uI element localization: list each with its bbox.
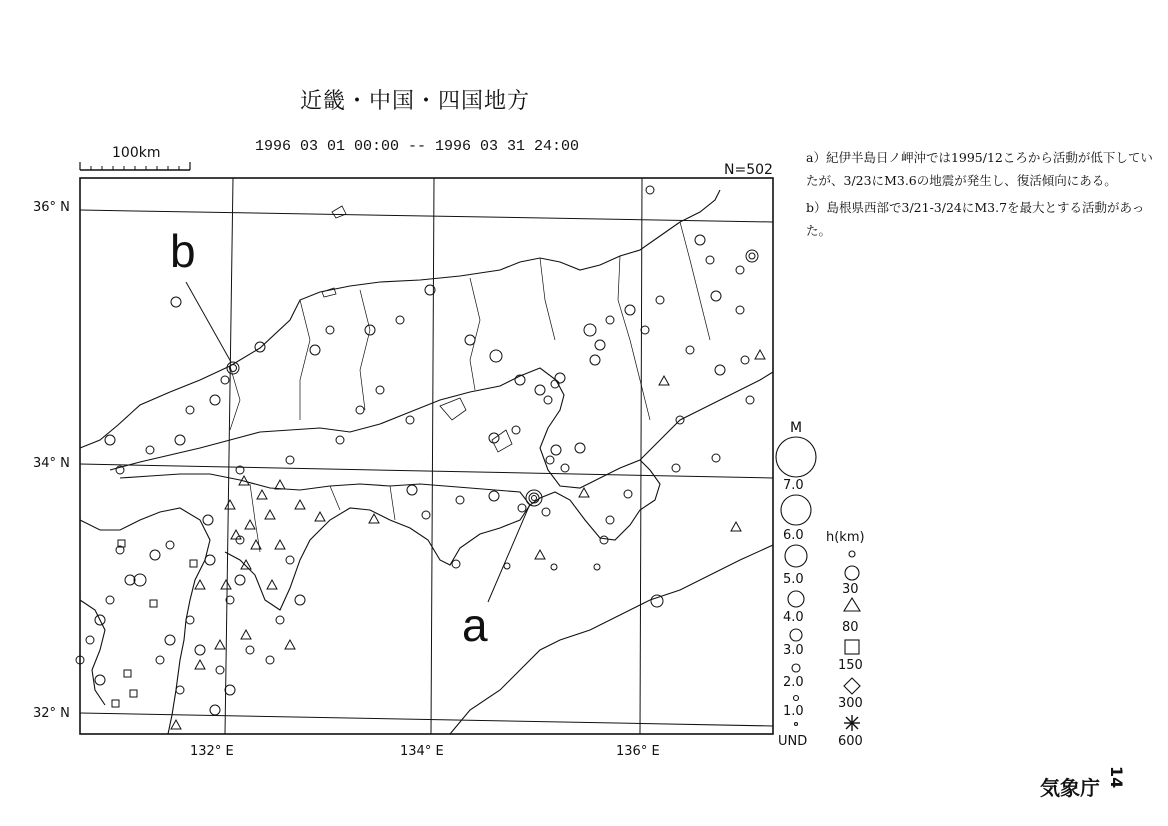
legend-m-10: 1.0 — [783, 704, 804, 719]
legend-h-300: 300 — [838, 696, 863, 711]
scale-label: 100km — [112, 145, 161, 161]
leader-a — [488, 504, 530, 602]
notes-panel — [806, 146, 1156, 246]
legend-m-30: 3.0 — [783, 643, 804, 658]
lat-label-32: 32° N — [33, 706, 70, 721]
legend-m-60: 6.0 — [783, 528, 804, 543]
lon-label-132: 132° E — [190, 744, 234, 759]
lat-label-34: 34° N — [33, 456, 70, 471]
note-b: b）島根県西部で3/21-3/24にM3.7を最大とする活動があった。 — [806, 200, 1145, 238]
legend-h-150: 150 — [838, 658, 863, 673]
legend-m-70: 7.0 — [783, 478, 804, 493]
legend-h-80: 80 — [842, 620, 859, 635]
legend-h-30: 30 — [842, 582, 859, 597]
intermediate-events — [171, 350, 765, 729]
event-count: N=502 — [724, 162, 773, 178]
page-number: 14 — [1107, 766, 1126, 789]
leader-b — [186, 282, 231, 362]
legend-m-und: UND — [778, 734, 808, 749]
map-title: 近畿・中国・四国地方 — [300, 89, 531, 114]
legend-h-600: 600 — [838, 734, 863, 749]
prefecture-borders — [230, 222, 710, 552]
period-range: 1996 03 01 00:00 -- 1996 03 31 24:00 — [255, 138, 580, 155]
annotation-a: a — [462, 599, 488, 651]
legend-m-20: 2.0 — [783, 675, 804, 690]
lat-label-36: 36° N — [33, 200, 70, 215]
legend-h-title: h(km) — [826, 530, 865, 545]
annotation-b: b — [170, 225, 196, 277]
legend-m-50: 5.0 — [783, 572, 804, 587]
agency-name: 気象庁 — [1040, 776, 1100, 800]
islands — [322, 206, 512, 452]
lon-label-136: 136° E — [616, 744, 660, 759]
lon-label-134: 134° E — [400, 744, 444, 759]
deep-events — [112, 540, 197, 707]
legend-m-title: M — [790, 420, 803, 436]
legend-m-40: 4.0 — [783, 610, 804, 625]
note-a: a）紀伊半島日ノ岬沖では1995/12ころから活動が低下していたが、3/23にM3.6の地震が発生し、復活傾向にある。 — [806, 150, 1153, 188]
